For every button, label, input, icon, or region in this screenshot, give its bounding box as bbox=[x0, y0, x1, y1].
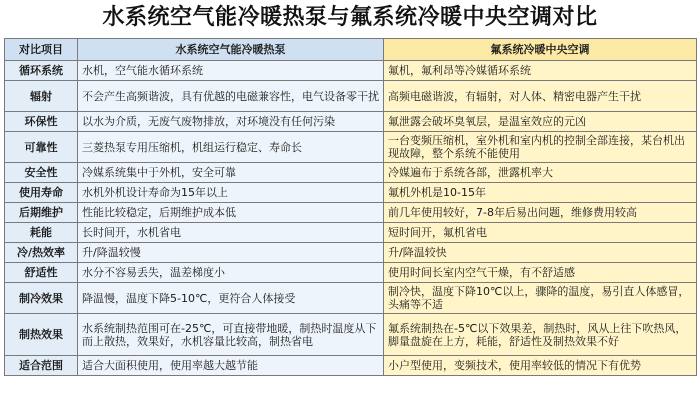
table-row bbox=[5, 203, 697, 223]
water-system-cell: 以水为介质，无废气废物排放，对环境没有任何污染 bbox=[78, 112, 384, 132]
row-label: 耗能 bbox=[5, 223, 78, 243]
fluorine-system-cell: 升/降温较快 bbox=[384, 243, 697, 263]
row-label: 冷/热效率 bbox=[5, 243, 78, 263]
table-row bbox=[5, 163, 697, 183]
table-row bbox=[5, 356, 697, 376]
fluorine-system-cell: 制冷快，温度下降10℃以上，骤降的温度，易引直人体感冒，头痛等不适 bbox=[384, 283, 697, 314]
table-header-row bbox=[5, 39, 697, 61]
water-system-cell: 性能比较稳定，后期维护成本低 bbox=[78, 203, 384, 223]
fluorine-system-cell: 短时间开，氟机省电 bbox=[384, 223, 697, 243]
row-label: 后期维护 bbox=[5, 203, 78, 223]
row-label: 制冷效果 bbox=[5, 283, 78, 314]
water-system-cell: 三菱热泵专用压缩机，机组运行稳定、寿命长 bbox=[78, 132, 384, 163]
page-title: 水系统空气能冷暖热泵与氟系统冷暖中央空调对比 bbox=[102, 5, 598, 30]
header-item: 对比项目 bbox=[5, 39, 78, 61]
row-label: 辐射 bbox=[5, 81, 78, 112]
fluorine-system-cell: 氟机，氟利昂等冷媒循环系统 bbox=[384, 61, 697, 81]
table-row bbox=[5, 183, 697, 203]
row-label: 舒适性 bbox=[5, 263, 78, 283]
water-system-cell: 水机，空气能水循环系统 bbox=[78, 61, 384, 81]
row-label: 可靠性 bbox=[5, 132, 78, 163]
row-label: 制热效果 bbox=[5, 314, 78, 356]
table-row bbox=[5, 263, 697, 283]
water-system-cell: 长时间开，水机省电 bbox=[78, 223, 384, 243]
water-system-cell: 降温慢，温度下降5-10℃，更符合人体接受 bbox=[78, 283, 384, 314]
table-row bbox=[5, 223, 697, 243]
table-row bbox=[5, 314, 697, 356]
row-label: 适合范围 bbox=[5, 356, 78, 376]
water-system-cell: 冷媒系统集中于外机，安全可靠 bbox=[78, 163, 384, 183]
fluorine-system-cell: 氟系统制热在-5℃以下效果差，制热时，风从上往下吹热风，脚量盘旋在上方，耗能，舒适性及制热效果不好 bbox=[384, 314, 697, 356]
comparison-table bbox=[4, 38, 697, 376]
water-system-cell: 水系统制热范围可在-25℃，可直接带地暖，制热时温度从下而上散热，效果好，水机容量比较高，制热省电 bbox=[78, 314, 384, 356]
row-label: 环保性 bbox=[5, 112, 78, 132]
water-system-cell: 升/降温较慢 bbox=[78, 243, 384, 263]
row-label: 使用寿命 bbox=[5, 183, 78, 203]
fluorine-system-cell: 一台变频压缩机，室外机和室内机的控制全部连接，某台机出现故障，整个系统不能使用 bbox=[384, 132, 697, 163]
table-row bbox=[5, 112, 697, 132]
row-label: 安全性 bbox=[5, 163, 78, 183]
water-system-cell: 水机外机设计寿命为15年以上 bbox=[78, 183, 384, 203]
fluorine-system-cell: 氟机外机是10-15年 bbox=[384, 183, 697, 203]
fluorine-system-cell: 冷媒遍布于系统各部，泄露机率大 bbox=[384, 163, 697, 183]
table-row bbox=[5, 283, 697, 314]
water-system-cell: 适合大面积使用，使用率越大越节能 bbox=[78, 356, 384, 376]
header-fluorine-system: 氟系统冷暖中央空调 bbox=[384, 39, 697, 61]
table-row bbox=[5, 132, 697, 163]
fluorine-system-cell: 高频电磁谐波，有辐射，对人体、精密电器产生干扰 bbox=[384, 81, 697, 112]
fluorine-system-cell: 前几年使用较好，7-8年后易出问题，维修费用较高 bbox=[384, 203, 697, 223]
water-system-cell: 不会产生高频谐波，具有优越的电磁兼容性，电气设备零干扰 bbox=[78, 81, 384, 112]
water-system-cell: 水分不容易丢失，温差梯度小 bbox=[78, 263, 384, 283]
table-row bbox=[5, 243, 697, 263]
fluorine-system-cell: 使用时间长室内空气干燥，有不舒适感 bbox=[384, 263, 697, 283]
fluorine-system-cell: 氟泄露会破坏臭氧层，是温室效应的元凶 bbox=[384, 112, 697, 132]
row-label: 循环系统 bbox=[5, 61, 78, 81]
header-water-system: 水系统空气能冷暖热泵 bbox=[78, 39, 384, 61]
table-row bbox=[5, 61, 697, 81]
fluorine-system-cell: 小户型使用，变频技术，使用率较低的情况下有优势 bbox=[384, 356, 697, 376]
table-row bbox=[5, 81, 697, 112]
